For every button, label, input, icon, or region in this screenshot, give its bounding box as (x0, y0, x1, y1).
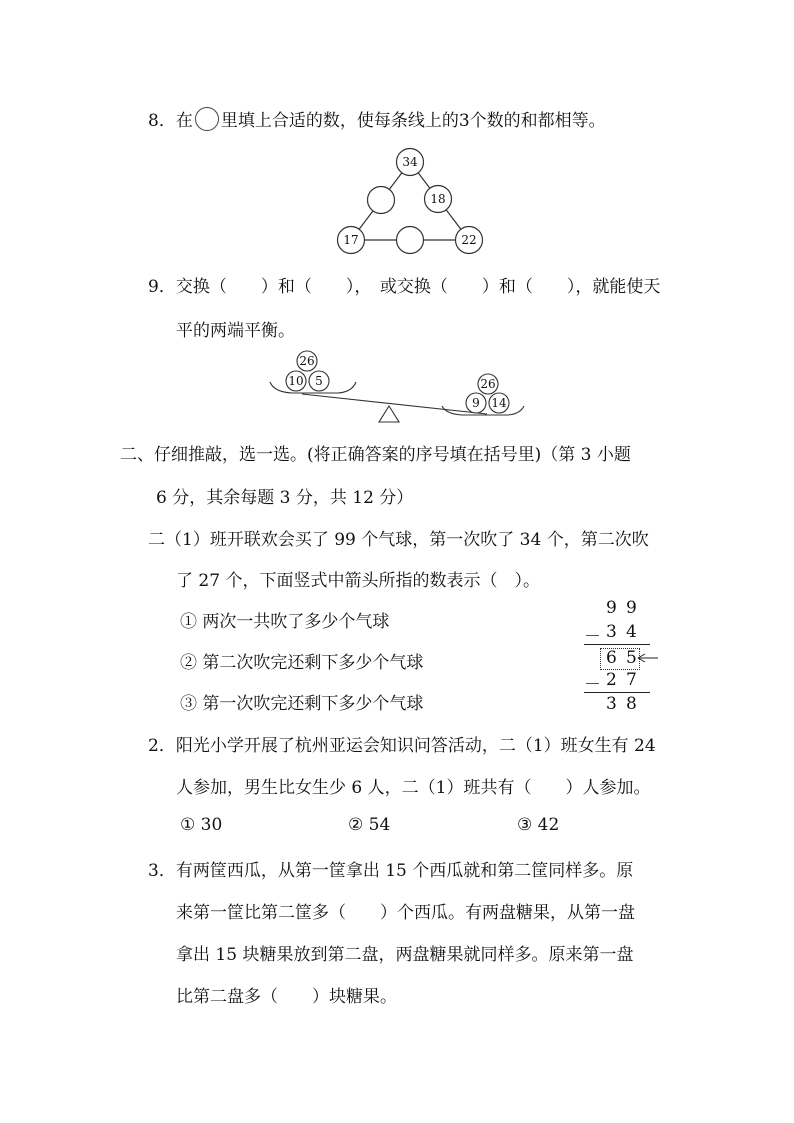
section2-heading-line1: 二、仔细推敲，选一选。(将正确答案的序号填在括号里)（第 3 小题 (120, 445, 631, 465)
q8-value-bottom-right: 22 (461, 233, 477, 247)
q8-text-after: 里填上合适的数，使每条线上的3个数的和都相等。 (220, 111, 606, 131)
q2-option-1[interactable]: ① 30 (180, 815, 223, 835)
q8-circle-bottom-mid (397, 227, 424, 254)
q1-option-1[interactable]: ① 两次一共吹了多少个气球 (180, 612, 390, 632)
q1-option-2[interactable]: ② 第二次吹完还剩下多少个气球 (180, 653, 424, 673)
q3-line2: 来第一筐比第二筐多（ ）个西瓜。有两盘糖果，从第一盘 (176, 903, 635, 923)
q8-circle-mid-left (368, 187, 395, 214)
blank-circle-icon (195, 107, 219, 131)
q3-line1: 3．有两筐西瓜，从第一筐拿出 15 个西瓜就和第二筐同样多。原 (148, 861, 634, 881)
q2-line1: 2．阳光小学开展了杭州亚运会知识问答活动，二（1）班女生有 24 (148, 736, 656, 756)
section2-heading-line2: 6 分，其余每题 3 分，共 12 分） (156, 488, 414, 508)
q2-number: 2． (148, 736, 176, 756)
q8-text-before: 在 (175, 111, 193, 131)
arrow-left-icon (636, 652, 660, 664)
q2-option-3[interactable]: ③ 42 (517, 815, 560, 835)
q2-option-2[interactable]: ② 54 (348, 815, 391, 835)
q3-line3: 拿出 15 块糖果放到第二盘，两盘糖果就同样多。原来第一盘 (176, 945, 634, 965)
q8-triangle-diagram (330, 145, 490, 260)
balance-left-bottom-right: 5 (315, 374, 323, 388)
balance-left-bottom-left: 10 (288, 374, 304, 388)
q9-number: 9． (148, 277, 176, 297)
q9-text-line1: 交换（ ）和（ ）， 或交换（ ）和（ ），就能使天 (175, 277, 661, 297)
arrow-target-digit: 6 (606, 648, 617, 668)
balance-right-bottom-right: 14 (491, 396, 507, 410)
q9-balance-diagram (262, 348, 532, 428)
q8-value-bottom-left: 17 (343, 233, 359, 247)
vertical-subtraction: 9 9 － 3 4 6 5 － 2 7 3 8 (580, 596, 670, 716)
q8-number: 8． (148, 111, 176, 131)
q3-number: 3． (148, 861, 176, 881)
q1-option-3[interactable]: ③ 第一次吹完还剩下多少个气球 (180, 694, 424, 714)
q9-line1 (148, 272, 660, 297)
q8-value-mid-right: 18 (430, 192, 446, 206)
q1-line1: 二（1）班开联欢会买了 99 个气球，第一次吹了 34 个，第二次吹 (148, 530, 649, 550)
q2-line2: 人参加，男生比女生少 6 人，二（1）班共有（ ）人参加。 (176, 778, 651, 798)
q1-line2: 了 27 个，下面竖式中箭头所指的数表示（ ）。 (176, 571, 540, 591)
balance-left-top: 26 (299, 354, 315, 368)
q8-value-top: 34 (402, 155, 418, 169)
balance-right-bottom-left: 9 (472, 396, 480, 410)
q9-line2: 平的两端平衡。 (176, 321, 295, 341)
balance-right-top: 26 (480, 377, 496, 391)
q8-line (148, 106, 606, 131)
q3-line4: 比第二盘多（ ）块糖果。 (176, 987, 397, 1007)
